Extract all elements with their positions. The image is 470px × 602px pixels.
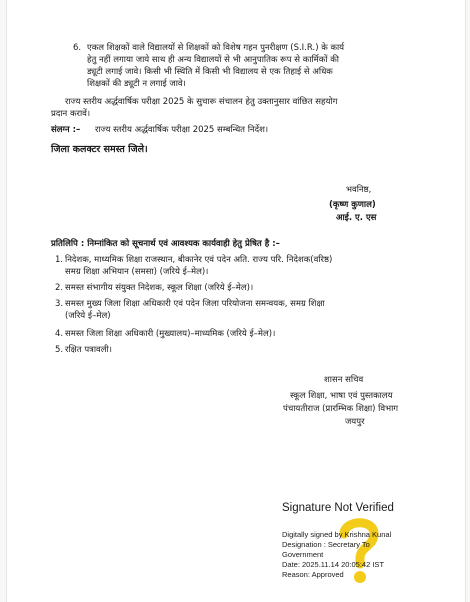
copy-item-4-number: 4. xyxy=(55,329,64,339)
copy-item-5-line-1: रक्षित पत्रावली। xyxy=(65,345,112,355)
point-6-number: 6. xyxy=(73,43,82,53)
enclosure-text: राज्य स्तरीय अर्द्धवार्षिक परीक्षा 2025 सम्बन्धित निर्देश। xyxy=(95,125,269,135)
copy-item-1-number: 1. xyxy=(55,255,64,265)
signing-date: Date: 2025.11.14 20:05:42 IST xyxy=(282,560,385,569)
point-6-line-3: ड्यूटी लगाई जावे। किसी भी स्थिति में किसी भी विद्यालय से एक तिहाई से अधिक xyxy=(87,67,333,77)
secretary-line-2: पंचायतीराज (प्रारम्भिक शिक्षा) विभाग xyxy=(283,404,399,414)
copy-item-3-number: 3. xyxy=(55,299,64,309)
secretary-line-3: जयपुर xyxy=(345,417,365,427)
signer-designation: Designation : Secretary To xyxy=(282,540,370,549)
copy-item-3-line-2: (जरिये ई–मेल) xyxy=(65,311,111,321)
copy-item-2-line-1: समस्त संभागीय संयुक्त निदेशक, स्कूल शिक्षा (जरिये ई–मेल)। xyxy=(65,283,254,293)
addressee: जिला कलक्टर समस्त जिले। xyxy=(51,144,148,155)
paragraph-line-2: प्रदान करावें। xyxy=(51,109,91,119)
point-6-line-2: हेतु नहीं लगाया जाये साथ ही अन्य विद्यालयों से भी आनुपातिक रूप से कार्मिकों की xyxy=(87,55,339,65)
signature-status: Signature Not Verified xyxy=(282,502,394,514)
secretary-title: शासन सचिव xyxy=(324,375,364,385)
point-6-line-1: एकल शिक्षकों वाले विद्यालयों से शिक्षकों को विशेष गहन पुनरीक्षण (S.I.R.) के कार्य xyxy=(87,43,345,53)
enclosure-label: संलग्न :– xyxy=(51,125,81,135)
copy-item-2-number: 2. xyxy=(55,283,64,293)
signatory-name: (कृष्ण कुणाल) xyxy=(329,200,376,210)
copy-item-1-line-2: समग्र शिक्षा अभियान (समसा) (जरिये ई–मेल)। xyxy=(65,267,209,277)
copy-item-5-number: 5. xyxy=(55,345,64,355)
document-page xyxy=(6,0,466,602)
copy-item-4-line-1: समस्त जिला शिक्षा अधिकारी (मुख्यालय)–माध्यमिक (जरिये ई–मेल)। xyxy=(65,329,276,339)
signer-designation-cont: Government xyxy=(282,550,324,559)
signed-by: Digitally signed by Krishna Kunal xyxy=(282,530,392,539)
closing: भवनिष्ठ, xyxy=(346,185,372,195)
signatory-designation: आई. ए. एस xyxy=(336,213,377,223)
paragraph-line-1: राज्य स्तरीय अर्द्धवार्षिक परीक्षा 2025 के सुचारू संचालन हेतु उक्तानुसार वांछित सहयोग xyxy=(65,97,338,107)
copy-item-1-line-1: निदेशक, माध्यमिक शिक्षा राजस्थान, बीकानेर एवं पदेन अति. राज्य परि. निदेशक(वरिष्ठ) xyxy=(65,255,333,265)
point-6-line-4: शिक्षकों की ड्यूटी न लगाई जावे। xyxy=(87,79,186,89)
copy-heading: प्रतिलिपि : निम्नांकित को सूचनार्थ एवं आवश्यक कार्यवाही हेतु प्रेषित है :– xyxy=(51,239,280,249)
signing-reason: Reason: Approved xyxy=(282,570,344,579)
copy-item-3-line-1: समस्त मुख्य जिला शिक्षा अधिकारी एवं पदेन जिला परियोजना समन्वयक, समग्र शिक्षा xyxy=(65,299,325,309)
secretary-line-1: स्कूल शिक्षा, भाषा एवं पुस्तकालय xyxy=(290,391,393,401)
